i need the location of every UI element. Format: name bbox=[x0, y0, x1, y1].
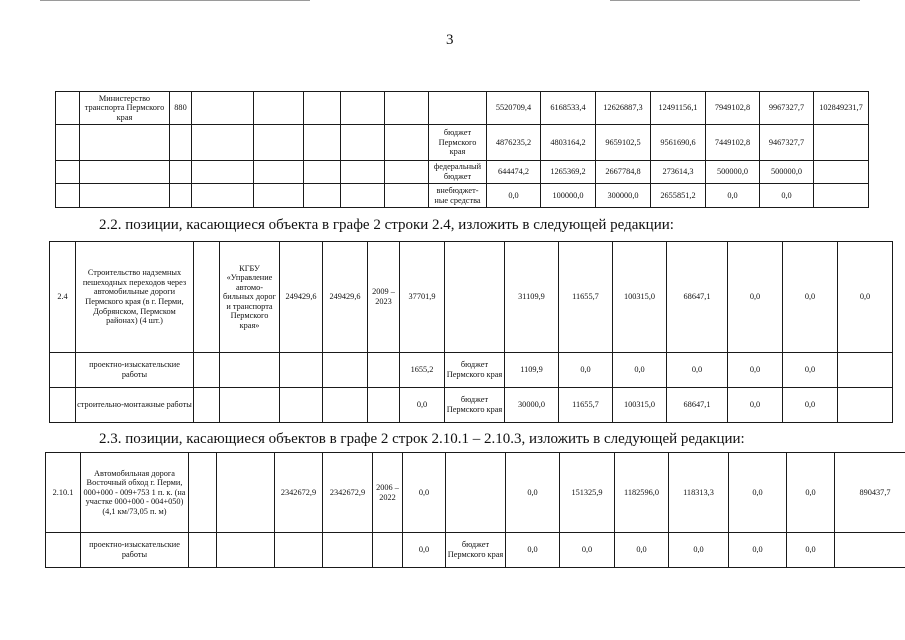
cell: 0,0 bbox=[728, 353, 783, 388]
cell: 0,0 bbox=[506, 453, 560, 533]
cell bbox=[80, 161, 170, 184]
cell bbox=[217, 453, 275, 533]
cell: 0,0 bbox=[615, 533, 669, 568]
cell: 0,0 bbox=[783, 242, 838, 353]
budget-table-row-2-10-1 bbox=[45, 452, 905, 568]
cell: 4876235,2 bbox=[487, 125, 541, 161]
cell bbox=[170, 161, 192, 184]
cell bbox=[194, 242, 220, 353]
cell bbox=[304, 161, 341, 184]
cell: 0,0 bbox=[787, 533, 835, 568]
cell: 0,0 bbox=[613, 353, 667, 388]
cell bbox=[254, 125, 304, 161]
cell: бюджет Пермского края bbox=[445, 353, 505, 388]
cell: 100000,0 bbox=[541, 184, 596, 208]
cell: 118313,3 bbox=[669, 453, 729, 533]
cell: 12491156,1 bbox=[651, 92, 706, 125]
cell bbox=[368, 353, 400, 388]
cell: бюджет Пермского края bbox=[429, 125, 487, 161]
cell: 0,0 bbox=[560, 533, 615, 568]
cell: 2.10.1 bbox=[46, 453, 81, 533]
cell: 2006 – 2022 bbox=[373, 453, 403, 533]
cell bbox=[385, 184, 429, 208]
cell bbox=[254, 184, 304, 208]
cell bbox=[220, 353, 280, 388]
cell: 0,0 bbox=[783, 388, 838, 423]
cell: 6168533,4 bbox=[541, 92, 596, 125]
cell: 0,0 bbox=[403, 533, 446, 568]
cell bbox=[192, 125, 254, 161]
cell: 0,0 bbox=[787, 453, 835, 533]
cell: 7949102,8 bbox=[706, 92, 760, 125]
section-heading-2-3: 2.3. позиции, касающиеся объектов в графе 2 строк 2.10.1 – 2.10.3, изложить в следующей редакции: bbox=[99, 431, 745, 447]
cell: проектно-изыскательские работы bbox=[81, 533, 189, 568]
cell bbox=[80, 125, 170, 161]
cell: 1109,9 bbox=[505, 353, 559, 388]
cell: 4803164,2 bbox=[541, 125, 596, 161]
budget-table-row-2-4 bbox=[49, 241, 893, 423]
cell bbox=[56, 92, 80, 125]
cell bbox=[192, 161, 254, 184]
cell: строительно-монтажные работы bbox=[76, 388, 194, 423]
cell: 5520709,4 bbox=[487, 92, 541, 125]
cell: 0,0 bbox=[559, 353, 613, 388]
cell: 500000,0 bbox=[760, 161, 814, 184]
cell: 0,0 bbox=[403, 453, 446, 533]
cell bbox=[835, 533, 905, 568]
cell: 1265369,2 bbox=[541, 161, 596, 184]
scan-edge-line bbox=[610, 0, 860, 1]
page-number: 3 bbox=[446, 32, 454, 48]
cell: 2009 – 2023 bbox=[368, 242, 400, 353]
cell bbox=[170, 184, 192, 208]
cell: 0,0 bbox=[728, 388, 783, 423]
cell bbox=[46, 533, 81, 568]
cell: 100315,0 bbox=[613, 242, 667, 353]
cell: 2342672,9 bbox=[275, 453, 323, 533]
cell: 249429,6 bbox=[280, 242, 323, 353]
cell: 249429,6 bbox=[323, 242, 368, 353]
cell bbox=[445, 242, 505, 353]
cell: 0,0 bbox=[706, 184, 760, 208]
cell bbox=[56, 125, 80, 161]
cell: 1655,2 bbox=[400, 353, 445, 388]
cell: 0,0 bbox=[729, 453, 787, 533]
cell: бюджет Пермского края bbox=[445, 388, 505, 423]
cell bbox=[341, 161, 385, 184]
cell: 0,0 bbox=[783, 353, 838, 388]
cell: 2667784,8 bbox=[596, 161, 651, 184]
cell: 9659102,5 bbox=[596, 125, 651, 161]
cell: 102849231,7 bbox=[814, 92, 869, 125]
cell bbox=[304, 125, 341, 161]
cell bbox=[189, 533, 217, 568]
cell bbox=[323, 388, 368, 423]
cell: 300000,0 bbox=[596, 184, 651, 208]
cell bbox=[217, 533, 275, 568]
cell: 0,0 bbox=[669, 533, 729, 568]
cell: 30000,0 bbox=[505, 388, 559, 423]
cell: проектно-изыскательские работы bbox=[76, 353, 194, 388]
cell: бюджет Пермского края bbox=[446, 533, 506, 568]
cell: 0,0 bbox=[400, 388, 445, 423]
section-heading-2-2: 2.2. позиции, касающиеся объекта в графе 2 строки 2.4, изложить в следующей редакции: bbox=[99, 217, 674, 233]
cell: федеральный бюджет bbox=[429, 161, 487, 184]
cell: 9561690,6 bbox=[651, 125, 706, 161]
cell bbox=[254, 92, 304, 125]
scan-edge-line bbox=[40, 0, 310, 1]
cell bbox=[220, 388, 280, 423]
cell: 9967327,7 bbox=[760, 92, 814, 125]
cell bbox=[192, 92, 254, 125]
cell: Министерство транспорта Пермского края bbox=[80, 92, 170, 125]
cell bbox=[373, 533, 403, 568]
cell: 880 bbox=[170, 92, 192, 125]
budget-table-ministry bbox=[55, 91, 869, 208]
cell: 100315,0 bbox=[613, 388, 667, 423]
cell bbox=[341, 92, 385, 125]
cell: 2655851,2 bbox=[651, 184, 706, 208]
cell bbox=[385, 125, 429, 161]
cell: 500000,0 bbox=[706, 161, 760, 184]
cell bbox=[814, 161, 869, 184]
cell: 1182596,0 bbox=[615, 453, 669, 533]
cell bbox=[189, 453, 217, 533]
cell: 0,0 bbox=[667, 353, 728, 388]
cell: 0,0 bbox=[487, 184, 541, 208]
cell: 2342672,9 bbox=[323, 453, 373, 533]
cell: 0,0 bbox=[729, 533, 787, 568]
cell bbox=[385, 161, 429, 184]
cell bbox=[280, 353, 323, 388]
cell: 68647,1 bbox=[667, 388, 728, 423]
cell: 0,0 bbox=[506, 533, 560, 568]
cell bbox=[280, 388, 323, 423]
cell: внебюджет-ные средства bbox=[429, 184, 487, 208]
cell bbox=[80, 184, 170, 208]
cell bbox=[368, 388, 400, 423]
cell bbox=[341, 125, 385, 161]
cell bbox=[194, 353, 220, 388]
cell: 37701,9 bbox=[400, 242, 445, 353]
cell: 12626887,3 bbox=[596, 92, 651, 125]
cell: 890437,7 bbox=[835, 453, 905, 533]
cell bbox=[50, 353, 76, 388]
cell bbox=[304, 92, 341, 125]
cell: 0,0 bbox=[728, 242, 783, 353]
cell: 11655,7 bbox=[559, 242, 613, 353]
cell: 9467327,7 bbox=[760, 125, 814, 161]
cell: Автомобильная дорога Восточный обход г. Перми, 000+000 - 009+753 1 п. к. (на участке 000+000 - 004+050) (4,1 км/73,05 п. м) bbox=[81, 453, 189, 533]
cell: КГБУ «Управление автомо-бильных дорог и транспорта Пермского края» bbox=[220, 242, 280, 353]
cell bbox=[838, 353, 893, 388]
cell bbox=[192, 184, 254, 208]
cell bbox=[814, 125, 869, 161]
cell: 273614,3 bbox=[651, 161, 706, 184]
cell bbox=[254, 161, 304, 184]
cell: 0,0 bbox=[760, 184, 814, 208]
cell: 31109,9 bbox=[505, 242, 559, 353]
cell bbox=[56, 184, 80, 208]
cell bbox=[838, 388, 893, 423]
cell bbox=[170, 125, 192, 161]
cell: 7449102,8 bbox=[706, 125, 760, 161]
cell bbox=[446, 453, 506, 533]
cell: 11655,7 bbox=[559, 388, 613, 423]
cell: 644474,2 bbox=[487, 161, 541, 184]
cell bbox=[56, 161, 80, 184]
cell bbox=[50, 388, 76, 423]
cell bbox=[323, 353, 368, 388]
cell: Строительство надземных пешеходных переходов через автомобильные дороги Пермского края (в г. Перми, Добрянском, Пермском районах) (4 шт.) bbox=[76, 242, 194, 353]
cell bbox=[814, 184, 869, 208]
cell: 0,0 bbox=[838, 242, 893, 353]
cell bbox=[429, 92, 487, 125]
cell bbox=[323, 533, 373, 568]
cell: 68647,1 bbox=[667, 242, 728, 353]
cell bbox=[341, 184, 385, 208]
cell bbox=[275, 533, 323, 568]
cell bbox=[385, 92, 429, 125]
cell bbox=[304, 184, 341, 208]
cell bbox=[194, 388, 220, 423]
cell: 2.4 bbox=[50, 242, 76, 353]
cell: 151325,9 bbox=[560, 453, 615, 533]
